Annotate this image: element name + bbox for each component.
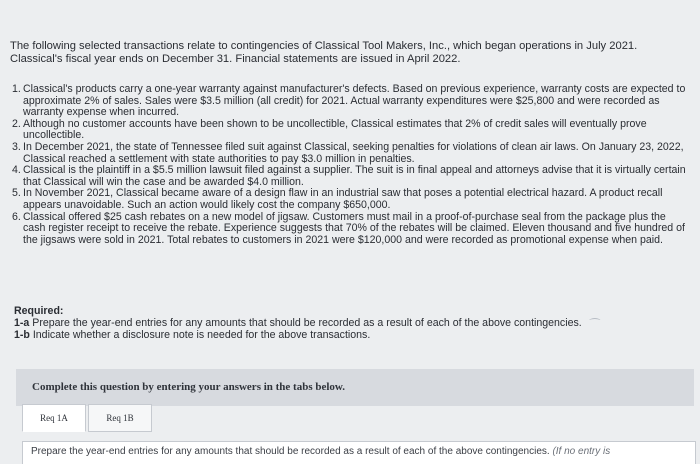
prompt-text: Prepare the year-end entries for any amounts that should be recorded as a result of each of the above contingencies.: [31, 446, 550, 457]
instructions-banner: [16, 369, 694, 406]
tab-bar: [22, 404, 694, 434]
item-number: 3.: [12, 140, 21, 153]
list-item: [12, 142, 688, 165]
prompt-hint: (If no entry is: [552, 446, 611, 457]
part-text: Indicate whether a disclosure note is needed for the above transactions.: [32, 329, 371, 341]
required-heading: Required:: [14, 305, 64, 317]
part-label: 1-a: [14, 317, 30, 329]
item-text: Although no customer accounts have been shown to be uncollectible, Classical estimates that 2% of credit sales will eventually prove uncollectible.: [23, 117, 647, 142]
banner-text: Complete this question by entering your answers in the tabs below.: [32, 381, 346, 393]
part-text: Prepare the year-end entries for any amounts that should be recorded as a result of each of the above contingencies.: [32, 317, 582, 329]
transaction-list: [12, 84, 688, 246]
item-number: 1.: [12, 83, 21, 95]
tab-req-1a[interactable]: Req 1A: [22, 404, 86, 432]
tab-req-1b[interactable]: Req 1B: [88, 404, 152, 432]
list-item: [12, 165, 688, 188]
list-item: [12, 188, 688, 211]
item-text: Classical offered $25 cash rebates on a new model of jigsaw. Customers must mail in a proof-of-purchase seal from the package plus the cash register receipt to receive the rebate. Experience suggests that 70% of the rebates will be claimed. Eleven thousand and five hundred of the jigsaws were sold in 2021. Total rebates to customers in 2021 were $120,000 and were recorded as promotional expense when paid.: [23, 210, 685, 246]
part-label: 1-b: [14, 329, 30, 341]
pencil-cursor-icon: ⁀: [590, 318, 600, 332]
required-section: [14, 305, 684, 341]
intro-paragraph: The following selected transactions relate to contingencies of Classical Tool Makers, Inc., which began operations in July 2021. Classical's fiscal year ends on December 31. Financial statements are issued in April 2022.: [10, 40, 638, 65]
item-number: 2.: [12, 117, 21, 130]
list-item: [12, 119, 688, 142]
item-text: Classical's products carry a one-year warranty against manufacturer's defects. Based on previous experience, warranty costs are expected to approximate 2% of sales. Sales were $3.5 million (all credit) for 2021. Actual warranty expenditures were $25,800 and were recorded as warranty expense when incurred.: [23, 83, 686, 119]
list-item: [12, 84, 688, 119]
item-number: 6.: [12, 210, 21, 223]
item-number: 5.: [12, 187, 21, 200]
item-text: In November 2021, Classical became aware of a design flaw in an industrial saw that poses a potential electrical hazard. A product recall appears unavoidable. Such an action would likely cost the company $650,000.: [23, 187, 663, 211]
item-text: Classical is the plaintiff in a $5.5 million lawsuit filed against a supplier. The suit is in final appeal and attorneys advise that it is virtually certain that Classical will win the case and be awarded $4.0 million.: [23, 164, 686, 188]
tab-prompt: [31, 446, 691, 457]
required-part-1b: [14, 329, 684, 341]
item-number: 4.: [12, 164, 21, 177]
list-item: [12, 212, 688, 247]
required-part-1a: [14, 317, 684, 329]
item-text: In December 2021, the state of Tennessee filed suit against Classical, seeking penalties for violations of clean air laws. On January 23, 2022, Classical reached a settlement with state authorities to pay $3.0 million in penalties.: [23, 140, 684, 165]
